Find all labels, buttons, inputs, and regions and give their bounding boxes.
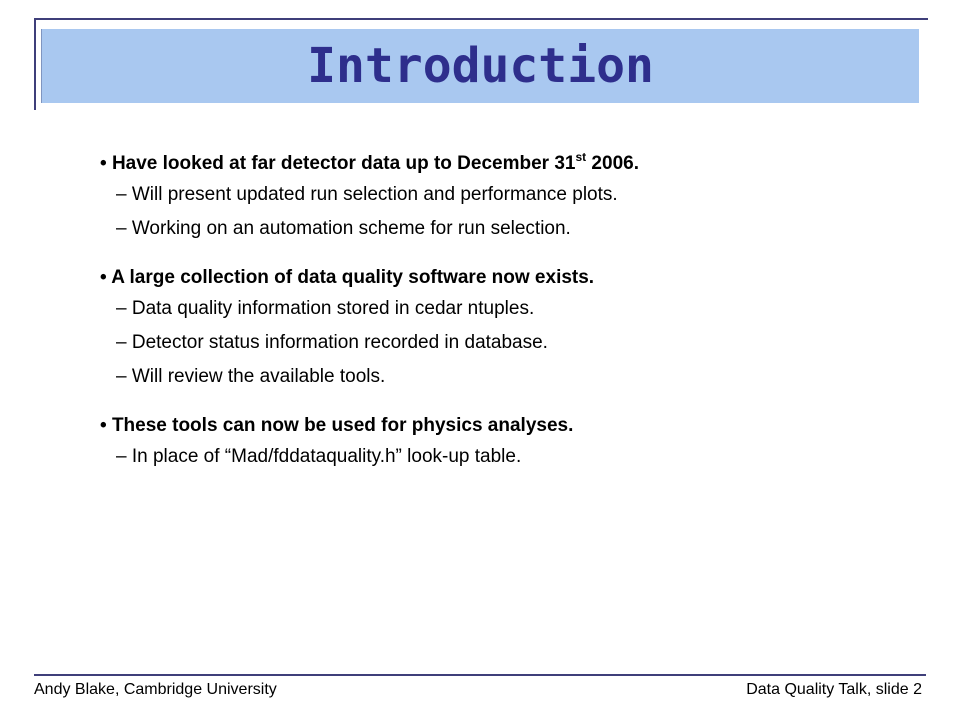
sub-bullet: – Detector status information recorded in database. — [116, 332, 548, 353]
bullet-glyph: • — [100, 415, 107, 436]
bullet-text: These tools can now be used for physics analyses. — [111, 415, 574, 436]
bullet-section-3 — [100, 412, 900, 474]
sub-bullet: – Will present updated run selection and performance plots. — [116, 184, 618, 205]
sub-bullet: – Data quality information stored in cedar ntuples. — [116, 298, 535, 319]
footer-rule — [34, 674, 926, 676]
bullet-section-2 — [100, 264, 900, 394]
footer-slide-number: Data Quality Talk, slide 2 — [746, 681, 922, 698]
bullet-text: Have looked at far detector data up to December 31 — [111, 153, 576, 174]
title-band — [41, 29, 919, 103]
top-frame-rule — [34, 18, 928, 20]
bullet-point — [100, 264, 900, 292]
bullet-point — [100, 412, 900, 440]
bullet-glyph: • — [100, 267, 107, 288]
bullet-glyph: • — [100, 153, 107, 174]
left-frame-rule — [34, 18, 36, 110]
slide-body — [100, 150, 900, 492]
bullet-text-tail: 2006. — [586, 153, 639, 174]
bullet-text: A large collection of data quality software now exists. — [111, 267, 595, 288]
footer-author: Andy Blake, Cambridge University — [34, 681, 277, 698]
sub-bullet: – Working on an automation scheme for run selection. — [116, 218, 571, 239]
sub-bullet: – In place of “Mad/fddataquality.h” look-up table. — [116, 446, 522, 467]
ordinal-superscript: st — [575, 150, 587, 164]
sub-bullet: – Will review the available tools. — [116, 366, 386, 387]
bullet-point — [100, 150, 900, 178]
bullet-section-1 — [100, 150, 900, 246]
slide-title: Introduction — [307, 38, 654, 94]
